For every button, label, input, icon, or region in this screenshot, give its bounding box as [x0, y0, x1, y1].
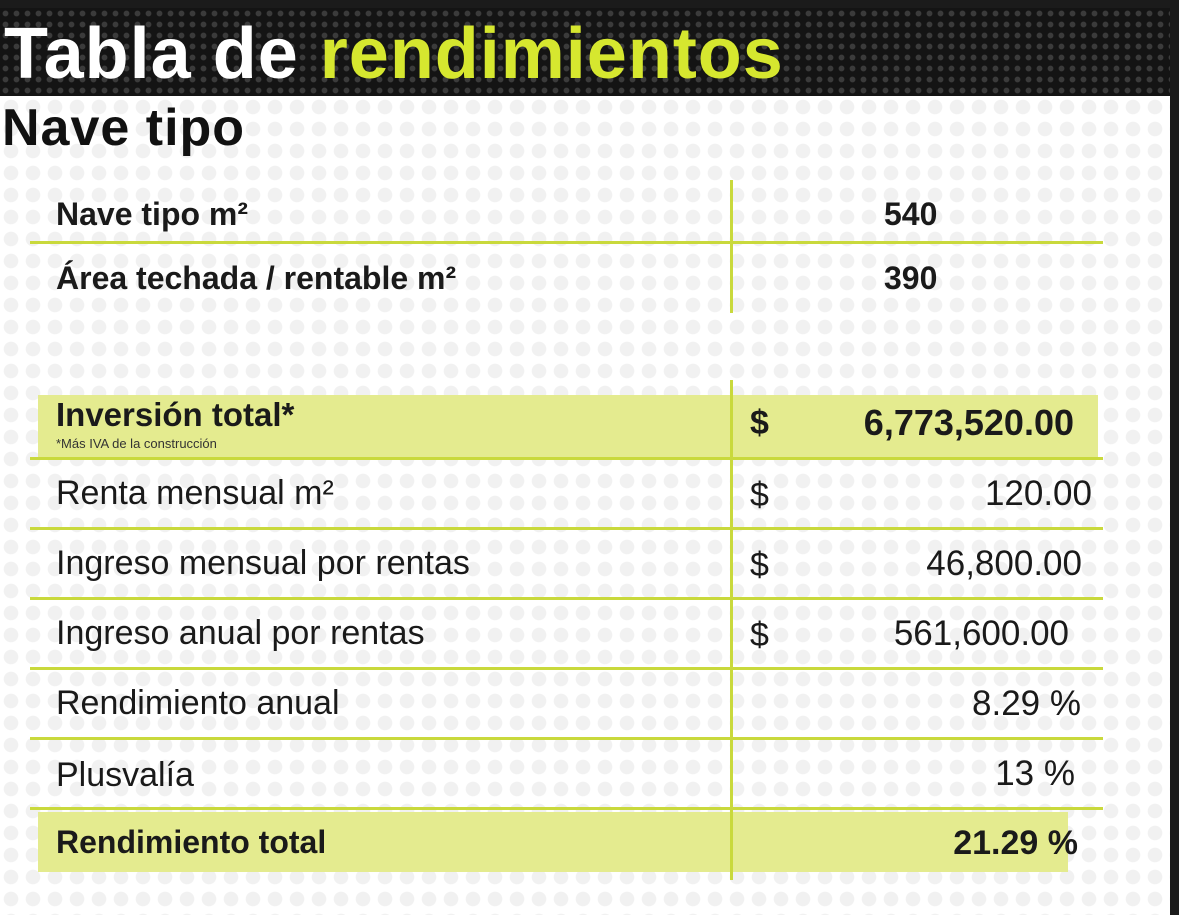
- row-separator: [30, 807, 1103, 810]
- row-currency: $: [750, 616, 769, 654]
- row-separator: [30, 737, 1103, 740]
- row-label: Rendimiento anual: [56, 684, 340, 722]
- investment-value: 6,773,520.00: [863, 402, 1074, 443]
- row-label: Plusvalía: [56, 756, 194, 794]
- row-value: 8.29 %: [972, 684, 1081, 723]
- area-table-divider: [730, 180, 733, 313]
- area-row-label: Nave tipo m²: [56, 196, 249, 232]
- investment-note: *Más IVA de la construcción: [56, 436, 217, 451]
- top-frame: [0, 0, 1179, 8]
- row-separator: [30, 597, 1103, 600]
- area-row-label: Área techada / rentable m²: [56, 260, 457, 296]
- row-separator: [30, 667, 1103, 670]
- right-frame: [1170, 0, 1179, 915]
- returns-table-divider: [730, 380, 733, 880]
- row-value: 561,600.00: [893, 614, 1069, 653]
- investment-label: Inversión total*: [56, 396, 295, 433]
- area-row-value: 540: [884, 196, 938, 232]
- title-highlight: rendimientos: [319, 14, 784, 94]
- row-label: Ingreso anual por rentas: [56, 614, 425, 652]
- page-title: [4, 14, 784, 94]
- row-currency: $: [750, 476, 769, 514]
- row-value: 120.00: [984, 474, 1092, 513]
- row-label: Renta mensual m²: [56, 474, 334, 512]
- total-value: 21.29 %: [953, 824, 1078, 862]
- row-value: 46,800.00: [926, 544, 1082, 583]
- row-separator: [30, 527, 1103, 530]
- title-prefix: Tabla de: [4, 14, 299, 94]
- row-separator: [30, 457, 1103, 460]
- row-value: 13 %: [995, 754, 1075, 793]
- investment-currency: $: [750, 404, 769, 442]
- row-currency: $: [750, 546, 769, 584]
- total-label: Rendimiento total: [56, 824, 327, 860]
- area-row-value: 390: [884, 260, 938, 296]
- area-table-separator: [30, 241, 1103, 244]
- row-label: Ingreso mensual por rentas: [56, 544, 470, 582]
- page-subtitle: Nave tipo: [2, 99, 246, 157]
